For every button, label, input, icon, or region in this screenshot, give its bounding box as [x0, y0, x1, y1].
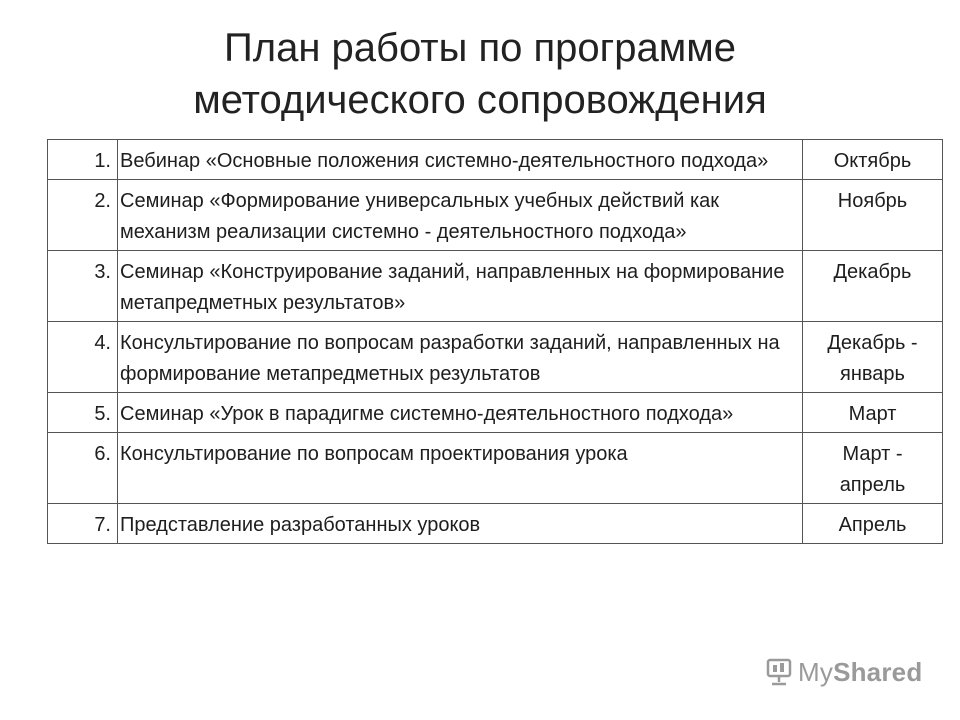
table-row: [48, 140, 943, 180]
row-number: 7.: [48, 504, 118, 544]
row-month: Март: [803, 393, 943, 433]
work-plan-table: [47, 139, 943, 544]
table-row: [48, 433, 943, 504]
table-row: [48, 393, 943, 433]
page-title: [0, 22, 960, 126]
row-number: 3.: [48, 251, 118, 322]
row-description: Семинар «Урок в парадигме системно-деятельностного подхода»: [118, 393, 803, 433]
row-number: 5.: [48, 393, 118, 433]
row-month: Март - апрель: [803, 433, 943, 504]
row-description: Семинар «Формирование универсальных учебных действий как механизм реализации системно - деятельностного подхода»: [118, 180, 803, 251]
row-month: Ноябрь: [803, 180, 943, 251]
row-month: Апрель: [803, 504, 943, 544]
myshared-watermark: [765, 654, 922, 690]
row-number: 2.: [48, 180, 118, 251]
watermark-text: [798, 657, 922, 688]
myshared-logo-icon: [765, 657, 793, 687]
row-description: Вебинар «Основные положения системно-деятельностного подхода»: [118, 140, 803, 180]
row-month: Декабрь: [803, 251, 943, 322]
row-month: Октябрь: [803, 140, 943, 180]
row-description: Консультирование по вопросам проектирования урока: [118, 433, 803, 504]
row-number: 6.: [48, 433, 118, 504]
row-description: Консультирование по вопросам разработки заданий, направленных на формирование метапредметных результатов: [118, 322, 803, 393]
watermark-prefix: My: [798, 656, 834, 687]
row-number: 4.: [48, 322, 118, 393]
row-number: 1.: [48, 140, 118, 180]
title-line-2: методического сопровождения: [193, 78, 767, 122]
watermark-brand: Shared: [833, 656, 923, 687]
row-description: Представление разработанных уроков: [118, 504, 803, 544]
row-month: Декабрь - январь: [803, 322, 943, 393]
title-line-1: План работы по программе: [224, 26, 736, 70]
table-row: [48, 504, 943, 544]
table-row: [48, 251, 943, 322]
table-row: [48, 180, 943, 251]
row-description: Семинар «Конструирование заданий, направленных на формирование метапредметных результатов»: [118, 251, 803, 322]
table-row: [48, 322, 943, 393]
